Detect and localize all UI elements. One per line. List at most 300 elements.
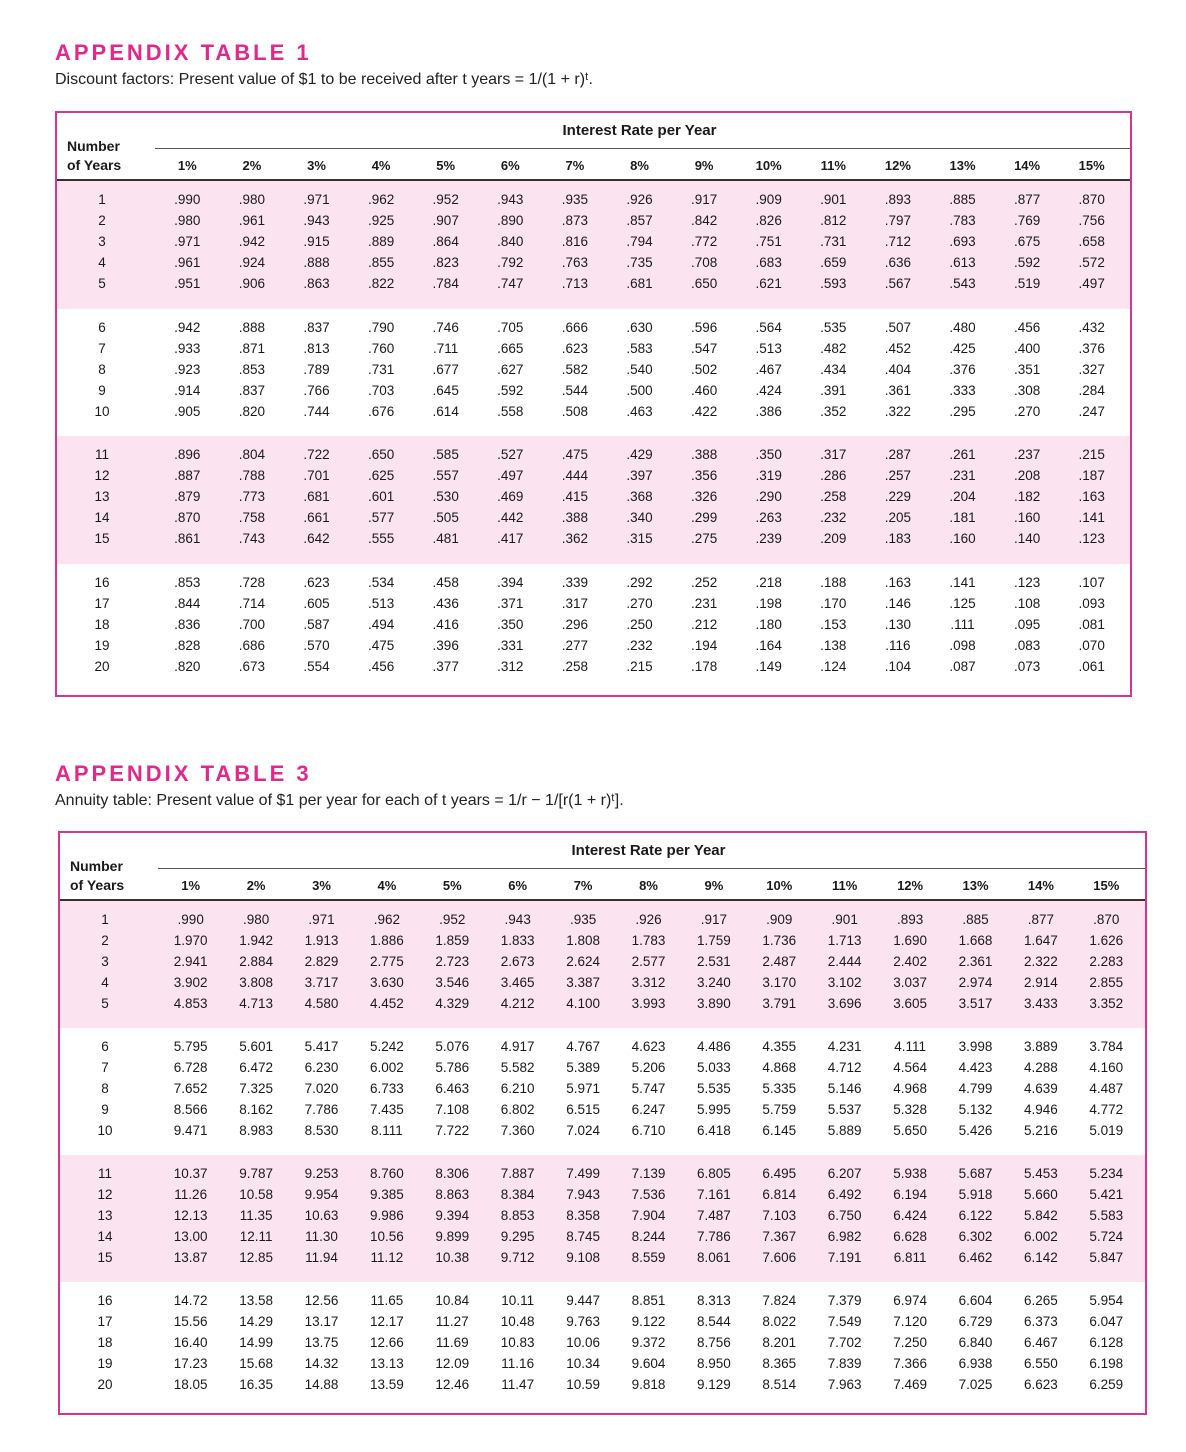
value-cell: .482 — [820, 340, 847, 356]
year-cell: 8 — [98, 361, 106, 377]
value-cell: .508 — [561, 403, 589, 419]
year-cell: 18 — [94, 616, 110, 632]
value-cell: 6.145 — [762, 1123, 797, 1138]
value-cell: .205 — [884, 510, 912, 526]
value-cell: 1.808 — [566, 933, 600, 948]
value-cell: 4.917 — [500, 1039, 535, 1054]
rate-column-header: 9% — [694, 158, 714, 173]
value-cell: 6.710 — [631, 1123, 666, 1138]
value-cell: 14.29 — [239, 1314, 273, 1329]
rate-column-header: 6% — [508, 878, 528, 893]
value-cell: .783 — [949, 213, 976, 229]
year-cell: 10 — [97, 1123, 113, 1138]
value-cell: .458 — [432, 574, 459, 590]
value-cell: 2.673 — [500, 954, 535, 969]
value-cell: .714 — [238, 595, 266, 611]
discount-factor-table — [55, 111, 1132, 697]
value-cell: 7.108 — [435, 1102, 470, 1117]
table-row — [60, 933, 1145, 954]
value-cell: .543 — [949, 276, 976, 292]
value-cell: 7.020 — [304, 1081, 339, 1096]
rate-column-header: 4% — [371, 158, 391, 173]
value-cell: .502 — [690, 361, 718, 377]
value-cell: 1.859 — [435, 933, 470, 948]
value-cell: .812 — [820, 213, 847, 229]
value-cell: 4.160 — [1089, 1060, 1124, 1075]
rate-column-header: 1% — [181, 878, 201, 893]
year-cell: 20 — [94, 658, 110, 674]
value-cell: .935 — [569, 912, 597, 927]
value-cell: 11.30 — [305, 1229, 338, 1244]
value-cell: .873 — [561, 213, 589, 229]
value-cell: 7.120 — [893, 1314, 927, 1329]
value-cell: .494 — [367, 616, 395, 632]
value-cell: 7.366 — [893, 1356, 927, 1371]
rate-column-header: 9% — [704, 878, 724, 893]
row-group — [57, 309, 1130, 437]
table3-title: APPENDIX TABLE 3 — [55, 761, 312, 786]
value-cell: 11.69 — [435, 1335, 469, 1350]
value-cell: .422 — [690, 403, 718, 419]
rate-column-header: 10% — [766, 878, 793, 893]
value-cell: 5.687 — [958, 1166, 993, 1181]
value-cell: 4.639 — [1023, 1081, 1058, 1096]
value-cell: .231 — [949, 468, 976, 484]
value-cell: 12.46 — [435, 1377, 470, 1392]
value-cell: 7.379 — [827, 1293, 862, 1308]
value-cell: .368 — [626, 489, 653, 505]
value-cell: 5.076 — [435, 1039, 470, 1054]
value-cell: 3.433 — [1023, 996, 1058, 1011]
value-cell: .943 — [504, 912, 531, 927]
value-cell: .153 — [820, 616, 847, 632]
value-cell: 4.580 — [304, 996, 339, 1011]
value-cell: 3.352 — [1089, 996, 1124, 1011]
value-cell: 8.756 — [696, 1335, 731, 1350]
value-cell: .853 — [238, 361, 266, 377]
value-cell: 7.652 — [173, 1081, 208, 1096]
value-cell: 10.58 — [239, 1187, 273, 1202]
value-cell: .623 — [561, 340, 589, 356]
value-cell: .564 — [755, 319, 782, 335]
value-cell: .434 — [820, 361, 847, 377]
value-cell: 6.974 — [893, 1293, 927, 1308]
value-cell: 6.515 — [566, 1102, 600, 1117]
value-cell: .123 — [1013, 574, 1041, 590]
value-cell: .160 — [1013, 510, 1041, 526]
value-cell: .229 — [884, 489, 912, 505]
value-cell: .138 — [820, 637, 847, 653]
value-cell: 8.745 — [566, 1229, 600, 1244]
years-label-line1: Number — [70, 858, 123, 874]
value-cell: 11.65 — [370, 1293, 404, 1308]
value-cell: .585 — [432, 447, 459, 463]
year-cell: 16 — [94, 574, 110, 590]
value-cell: .469 — [497, 489, 524, 505]
year-cell: 14 — [94, 510, 110, 526]
value-cell: .424 — [755, 382, 782, 398]
value-cell: 4.355 — [762, 1039, 797, 1054]
value-cell: 1.942 — [239, 933, 273, 948]
value-cell: 3.387 — [566, 975, 600, 990]
value-cell: .864 — [432, 234, 459, 250]
value-cell: 6.122 — [958, 1208, 993, 1223]
value-cell: .601 — [367, 489, 395, 505]
value-cell: .877 — [1027, 912, 1055, 927]
value-cell: 7.499 — [566, 1166, 600, 1181]
rate-column-header: 8% — [639, 878, 658, 893]
rate-column-header: 3% — [307, 158, 326, 173]
value-cell: 9.818 — [631, 1377, 666, 1392]
year-cell: 13 — [97, 1208, 113, 1223]
value-cell: .675 — [1013, 234, 1041, 250]
value-cell: .140 — [1013, 531, 1041, 547]
value-cell: 6.047 — [1089, 1314, 1124, 1329]
value-cell: 5.206 — [631, 1060, 666, 1075]
value-cell: .926 — [635, 912, 662, 927]
value-cell: .659 — [820, 255, 847, 271]
value-cell: 5.971 — [566, 1081, 600, 1096]
table-row — [57, 489, 1130, 510]
value-cell: .371 — [497, 595, 524, 611]
value-cell: 3.037 — [893, 975, 927, 990]
value-cell: 6.604 — [958, 1293, 993, 1308]
value-cell: 5.601 — [239, 1039, 273, 1054]
value-cell: 4.111 — [894, 1039, 926, 1054]
value-cell: .287 — [884, 447, 912, 463]
value-cell: 6.265 — [1023, 1293, 1058, 1308]
value-cell: .870 — [1093, 912, 1120, 927]
value-cell: 6.002 — [1023, 1229, 1058, 1244]
value-cell: .837 — [303, 319, 330, 335]
rate-column-header: 13% — [949, 158, 976, 173]
value-cell: 6.840 — [958, 1335, 993, 1350]
row-group — [57, 564, 1130, 692]
value-cell: 7.139 — [631, 1166, 666, 1181]
value-cell: .540 — [626, 361, 653, 377]
value-cell: .250 — [626, 616, 653, 632]
value-cell: 6.210 — [500, 1081, 535, 1096]
value-cell: .299 — [690, 510, 718, 526]
value-cell: 4.329 — [435, 996, 470, 1011]
value-cell: .497 — [497, 468, 524, 484]
value-cell: 4.799 — [958, 1081, 993, 1096]
value-cell: .887 — [174, 468, 201, 484]
value-cell: 7.606 — [762, 1250, 797, 1265]
value-cell: .686 — [238, 637, 266, 653]
value-cell: 13.00 — [173, 1229, 208, 1244]
value-cell: .530 — [432, 489, 459, 505]
value-cell: 6.982 — [827, 1229, 862, 1244]
value-cell: .952 — [439, 912, 466, 927]
value-cell: .239 — [755, 531, 782, 547]
value-cell: 9.394 — [435, 1208, 470, 1223]
value-cell: 3.902 — [173, 975, 208, 990]
value-cell: 5.537 — [827, 1102, 862, 1117]
year-cell: 6 — [98, 319, 106, 335]
value-cell: .432 — [1078, 319, 1105, 335]
value-cell: 5.660 — [1023, 1187, 1058, 1202]
value-cell: .924 — [238, 255, 266, 271]
value-cell: .952 — [432, 192, 459, 208]
value-cell: .108 — [1013, 595, 1041, 611]
value-cell: 8.983 — [239, 1123, 273, 1138]
annuity-table — [58, 831, 1147, 1415]
year-cell: 14 — [97, 1229, 113, 1244]
value-cell: 7.469 — [893, 1377, 927, 1392]
value-cell: 5.426 — [958, 1123, 993, 1138]
value-cell: 16.35 — [239, 1377, 273, 1392]
value-cell: 9.129 — [696, 1377, 731, 1392]
value-cell: 2.577 — [631, 954, 666, 969]
value-cell: 4.868 — [762, 1060, 797, 1075]
value-cell: .277 — [561, 637, 589, 653]
year-cell: 17 — [97, 1314, 113, 1329]
value-cell: .582 — [561, 361, 589, 377]
row-group — [60, 1155, 1145, 1282]
rate-column-header: 15% — [1093, 878, 1120, 893]
value-cell: 6.938 — [958, 1356, 993, 1371]
value-cell: .237 — [1013, 447, 1041, 463]
year-cell: 12 — [94, 468, 110, 484]
year-cell: 19 — [94, 637, 110, 653]
value-cell: .630 — [626, 319, 653, 335]
value-cell: 6.729 — [958, 1314, 993, 1329]
value-cell: .467 — [755, 361, 782, 377]
table1-heading — [55, 42, 593, 89]
value-cell: 13.75 — [304, 1335, 339, 1350]
value-cell: .212 — [690, 616, 718, 632]
value-cell: 6.002 — [369, 1060, 404, 1075]
value-cell: 16.40 — [173, 1335, 208, 1350]
value-cell: 2.361 — [958, 954, 993, 969]
value-cell: .308 — [1013, 382, 1041, 398]
value-cell: 8.384 — [500, 1187, 535, 1202]
value-cell: .481 — [432, 531, 459, 547]
value-cell: .743 — [238, 531, 266, 547]
value-cell: 2.402 — [893, 954, 927, 969]
value-cell: .773 — [238, 489, 266, 505]
value-cell: .855 — [367, 255, 395, 271]
value-cell: .879 — [174, 489, 201, 505]
table3-heading — [55, 763, 624, 810]
value-cell: .356 — [690, 468, 718, 484]
value-cell: 7.824 — [762, 1293, 797, 1308]
table-row — [60, 954, 1145, 975]
value-cell: 8.851 — [631, 1293, 666, 1308]
value-cell: 10.37 — [173, 1166, 208, 1181]
value-cell: 6.198 — [1089, 1356, 1124, 1371]
value-cell: .980 — [174, 213, 201, 229]
value-cell: .650 — [367, 447, 395, 463]
value-cell: .247 — [1078, 403, 1105, 419]
value-cell: 1.647 — [1023, 933, 1058, 948]
value-cell: .252 — [690, 574, 718, 590]
value-cell: 11.47 — [501, 1377, 535, 1392]
value-cell: 8.760 — [369, 1166, 404, 1181]
value-cell: 5.421 — [1089, 1187, 1124, 1202]
value-cell: .218 — [755, 574, 782, 590]
table-row — [57, 575, 1130, 596]
value-cell: 5.842 — [1023, 1208, 1058, 1223]
table-row — [60, 1102, 1145, 1123]
value-cell: 11.35 — [239, 1208, 273, 1223]
table-row — [60, 1229, 1145, 1250]
value-cell: .534 — [367, 574, 395, 590]
table-row — [57, 659, 1130, 680]
value-cell: 8.544 — [696, 1314, 731, 1329]
value-cell: 13.59 — [369, 1377, 404, 1392]
value-cell: .592 — [497, 382, 524, 398]
value-cell: .842 — [690, 213, 718, 229]
value-cell: 5.146 — [827, 1081, 862, 1096]
table1-title: APPENDIX TABLE 1 — [55, 40, 312, 65]
value-cell: .623 — [303, 574, 330, 590]
value-cell: 8.559 — [631, 1250, 666, 1265]
value-cell: .828 — [174, 637, 201, 653]
value-cell: .813 — [303, 340, 330, 356]
table-row — [60, 1123, 1145, 1144]
table-row — [57, 531, 1130, 552]
value-cell: 10.34 — [566, 1356, 600, 1371]
value-cell: 5.535 — [696, 1081, 731, 1096]
value-cell: 5.847 — [1089, 1250, 1124, 1265]
value-cell: 1.713 — [827, 933, 862, 948]
value-cell: .181 — [949, 510, 976, 526]
value-cell: .901 — [831, 912, 858, 927]
rate-column-header: 11% — [832, 878, 858, 893]
value-cell: 7.943 — [566, 1187, 600, 1202]
value-cell: .093 — [1078, 595, 1105, 611]
value-cell: 7.360 — [500, 1123, 535, 1138]
row-group — [60, 1028, 1145, 1155]
value-cell: .163 — [884, 574, 912, 590]
value-cell: .890 — [497, 213, 524, 229]
value-cell: .863 — [303, 276, 330, 292]
year-cell: 19 — [97, 1356, 113, 1371]
year-cell: 2 — [101, 933, 109, 948]
value-cell: .901 — [820, 192, 847, 208]
value-cell: .909 — [766, 912, 793, 927]
value-cell: .416 — [432, 616, 459, 632]
value-cell: .141 — [1078, 510, 1105, 526]
value-cell: .794 — [626, 234, 653, 250]
value-cell: .557 — [432, 468, 459, 484]
value-cell: .116 — [885, 637, 911, 653]
rate-column-header: 11% — [820, 158, 846, 173]
value-cell: .284 — [1078, 382, 1105, 398]
value-cell: .095 — [1013, 616, 1041, 632]
value-cell: 9.954 — [304, 1187, 339, 1202]
value-cell: 3.696 — [827, 996, 862, 1011]
value-cell: .942 — [238, 234, 266, 250]
value-cell: 13.58 — [239, 1293, 273, 1308]
year-cell: 13 — [94, 489, 110, 505]
value-cell: 10.48 — [500, 1314, 535, 1329]
value-cell: 3.605 — [893, 996, 927, 1011]
value-cell: 15.56 — [173, 1314, 208, 1329]
value-cell: 1.913 — [304, 933, 339, 948]
value-cell: .535 — [820, 319, 847, 335]
value-cell: .258 — [820, 489, 847, 505]
rate-column-header: 12% — [897, 878, 924, 893]
value-cell: .292 — [626, 574, 653, 590]
rate-column-header: 10% — [755, 158, 782, 173]
value-cell: 6.207 — [827, 1166, 862, 1181]
value-cell: 8.514 — [762, 1377, 797, 1392]
value-cell: .141 — [949, 574, 976, 590]
value-cell: 6.550 — [1023, 1356, 1058, 1371]
value-cell: .194 — [690, 637, 718, 653]
value-cell: .722 — [303, 447, 330, 463]
value-cell: 10.59 — [566, 1377, 600, 1392]
value-cell: .693 — [949, 234, 976, 250]
value-cell: .713 — [561, 276, 589, 292]
value-cell: 10.56 — [369, 1229, 404, 1244]
value-cell: 8.950 — [696, 1356, 731, 1371]
value-cell: 13.87 — [173, 1250, 208, 1265]
rate-column-header: 5% — [436, 158, 456, 173]
value-cell: 5.328 — [893, 1102, 927, 1117]
table-row — [57, 468, 1130, 489]
value-cell: .665 — [497, 340, 524, 356]
value-cell: .826 — [755, 213, 782, 229]
value-cell: 6.467 — [1023, 1335, 1058, 1350]
value-cell: 11.26 — [174, 1187, 208, 1202]
value-cell: .701 — [303, 468, 330, 484]
value-cell: .870 — [1078, 192, 1105, 208]
value-cell: 3.102 — [827, 975, 862, 990]
value-cell: 7.191 — [827, 1250, 862, 1265]
value-cell: 2.974 — [958, 975, 993, 990]
value-cell: 6.302 — [958, 1229, 993, 1244]
value-cell: .840 — [497, 234, 524, 250]
value-cell: 7.487 — [696, 1208, 731, 1223]
year-cell: 8 — [101, 1081, 109, 1096]
value-cell: 10.63 — [304, 1208, 339, 1223]
value-cell: 8.111 — [371, 1123, 403, 1138]
value-cell: 9.295 — [500, 1229, 535, 1244]
header-divider — [155, 148, 1130, 149]
value-cell: .751 — [755, 234, 782, 250]
value-cell: .784 — [432, 276, 459, 292]
value-cell: 4.853 — [173, 996, 208, 1011]
value-cell: .917 — [700, 912, 728, 927]
value-cell: .681 — [303, 489, 330, 505]
table-row — [57, 362, 1130, 383]
value-cell: .456 — [1013, 319, 1041, 335]
value-cell: 5.453 — [1023, 1166, 1058, 1181]
table-header — [57, 113, 1130, 181]
value-cell: .971 — [303, 192, 330, 208]
value-cell: .547 — [690, 340, 718, 356]
value-cell: .683 — [755, 255, 782, 271]
value-cell: 14.99 — [239, 1335, 273, 1350]
value-cell: .182 — [1013, 489, 1041, 505]
value-cell: .943 — [303, 213, 330, 229]
value-cell: .073 — [1013, 658, 1041, 674]
table-row — [60, 1208, 1145, 1229]
value-cell: .844 — [174, 595, 201, 611]
table-row — [57, 276, 1130, 297]
value-cell: .572 — [1078, 255, 1105, 271]
table-header — [60, 833, 1145, 901]
value-cell: 9.372 — [631, 1335, 666, 1350]
value-cell: 5.234 — [1089, 1166, 1124, 1181]
value-cell: 2.624 — [566, 954, 600, 969]
value-cell: .804 — [238, 447, 266, 463]
value-cell: 3.889 — [1023, 1039, 1058, 1054]
